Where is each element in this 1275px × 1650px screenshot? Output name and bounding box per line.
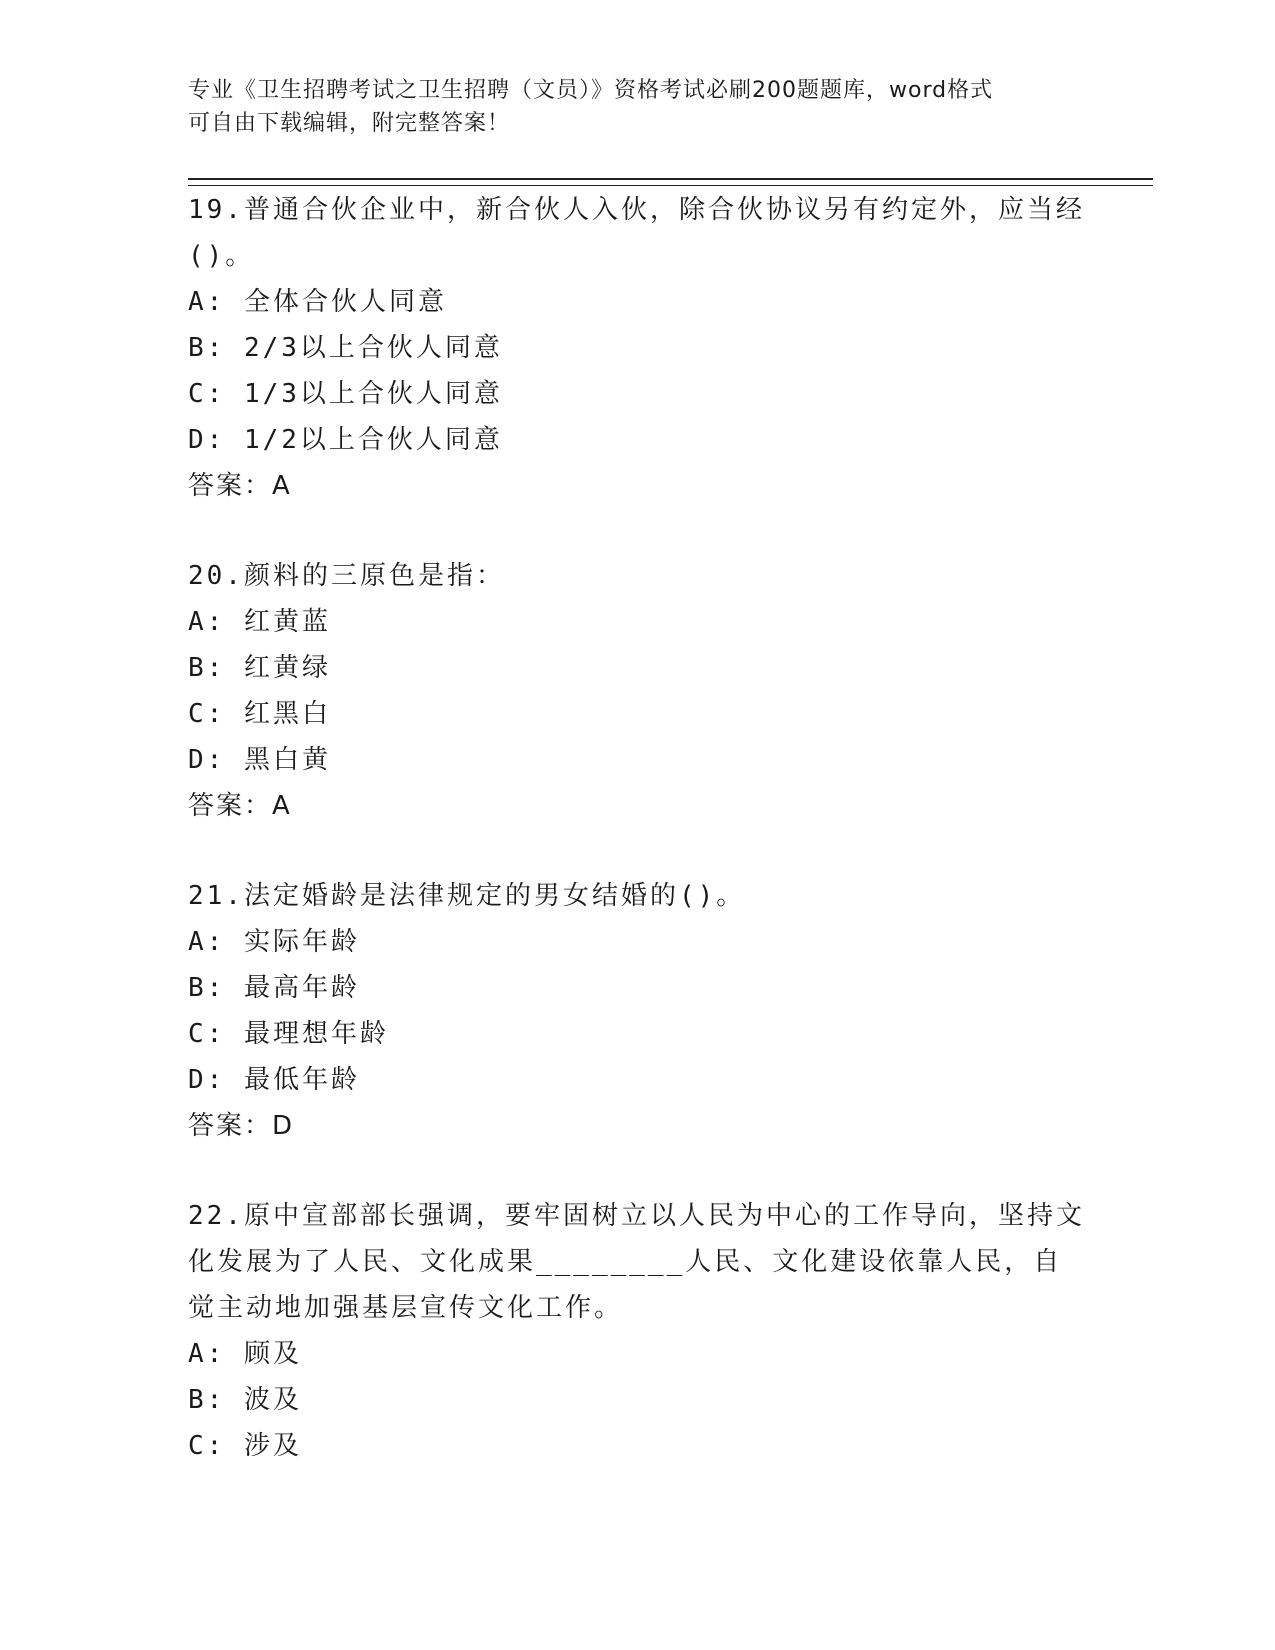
option-a: A: 全体合伙人同意 — [188, 287, 447, 317]
option-b: B: 最高年龄 — [188, 973, 360, 1003]
option-b: B: 红黄绿 — [188, 653, 331, 683]
option-d: D: 黑白黄 — [188, 745, 331, 775]
question-22 — [188, 1193, 1088, 1469]
option-c: C: 红黑白 — [188, 699, 331, 729]
question-21 — [188, 873, 1088, 1149]
question-stem: 19.普通合伙企业中，新合伙人入伙，除合伙协议另有约定外，应当经()。 — [188, 195, 1085, 271]
header-line-1: 专业《卫生招聘考试之卫生招聘（文员）》资格考试必刷200题题库，word格式 — [188, 78, 994, 103]
option-a: A: 红黄蓝 — [188, 607, 331, 637]
option-c: C: 涉及 — [188, 1431, 302, 1461]
question-list — [188, 187, 1088, 1513]
header-line-2: 可自由下载编辑，附完整答案！ — [188, 111, 511, 136]
option-a: A: 顾及 — [188, 1339, 302, 1369]
document-header — [188, 74, 1088, 140]
option-c: C: 1/3以上合伙人同意 — [188, 379, 503, 409]
answer-text: 答案：A — [188, 471, 292, 501]
question-20 — [188, 553, 1088, 829]
option-a: A: 实际年龄 — [188, 927, 360, 957]
option-d: D: 最低年龄 — [188, 1065, 360, 1095]
option-c: C: 最理想年龄 — [188, 1019, 389, 1049]
option-b: B: 2/3以上合伙人同意 — [188, 333, 503, 363]
answer-text: 答案：A — [188, 791, 292, 821]
question-stem: 22.原中宣部部长强调，要牢固树立以人民为中心的工作导向，坚持文化发展为了人民、文化成果________人民、文化建设依靠人民，自觉主动地加强基层宣传文化工作。 — [188, 1201, 1085, 1323]
answer-text: 答案：D — [188, 1111, 295, 1141]
question-stem: 21.法定婚龄是法律规定的男女结婚的()。 — [188, 881, 746, 911]
header-divider — [188, 178, 1153, 186]
question-19 — [188, 187, 1088, 509]
option-b: B: 波及 — [188, 1385, 302, 1415]
question-stem: 20.颜料的三原色是指： — [188, 561, 505, 591]
option-d: D: 1/2以上合伙人同意 — [188, 425, 503, 455]
